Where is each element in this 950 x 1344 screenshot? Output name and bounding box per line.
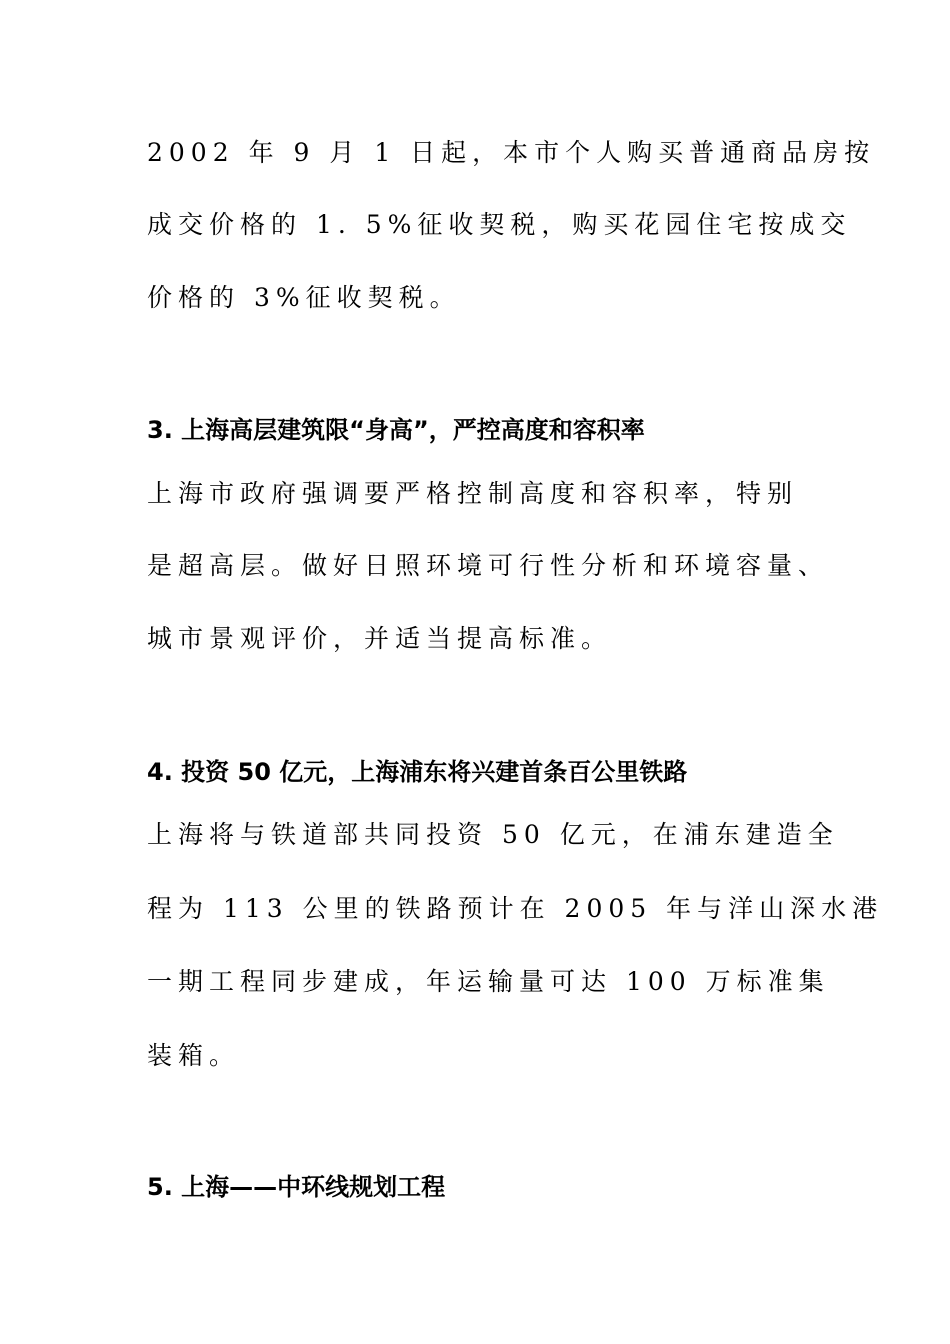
section-4-line-1: 上海将与铁道部共同投资 50 亿元，在浦东建造全	[147, 820, 839, 849]
section-5-heading: 5. 上海——中环线规划工程	[147, 1173, 446, 1201]
section-3-heading: 3. 上海高层建筑限“身高”，严控高度和容积率	[147, 416, 645, 444]
section-3-line-1: 上海市政府强调要严格控制高度和容积率，特别	[147, 479, 799, 508]
paragraph-1-line-3: 价格的 3%征收契税。	[147, 283, 461, 312]
section-3-line-2: 是超高层。做好日照环境可行性分析和环境容量、	[147, 551, 830, 580]
paragraph-1-line-1: 2002 年 9 月 1 日起，本市个人购买普通商品房按	[147, 138, 876, 167]
section-3-line-3: 城市景观评价，并适当提高标准。	[147, 624, 613, 653]
section-4-heading: 4. 投资 50 亿元，上海浦东将兴建首条百公里铁路	[147, 758, 688, 786]
section-4-line-2: 程为 113 公里的铁路预计在 2005 年与洋山深水港	[147, 894, 884, 923]
section-4-line-4: 装箱。	[147, 1041, 241, 1070]
section-4-line-3: 一期工程同步建成，年运输量可达 100 万标准集	[147, 967, 830, 996]
paragraph-1-line-2: 成交价格的 1. 5%征收契税，购买花园住宅按成交	[147, 210, 852, 239]
